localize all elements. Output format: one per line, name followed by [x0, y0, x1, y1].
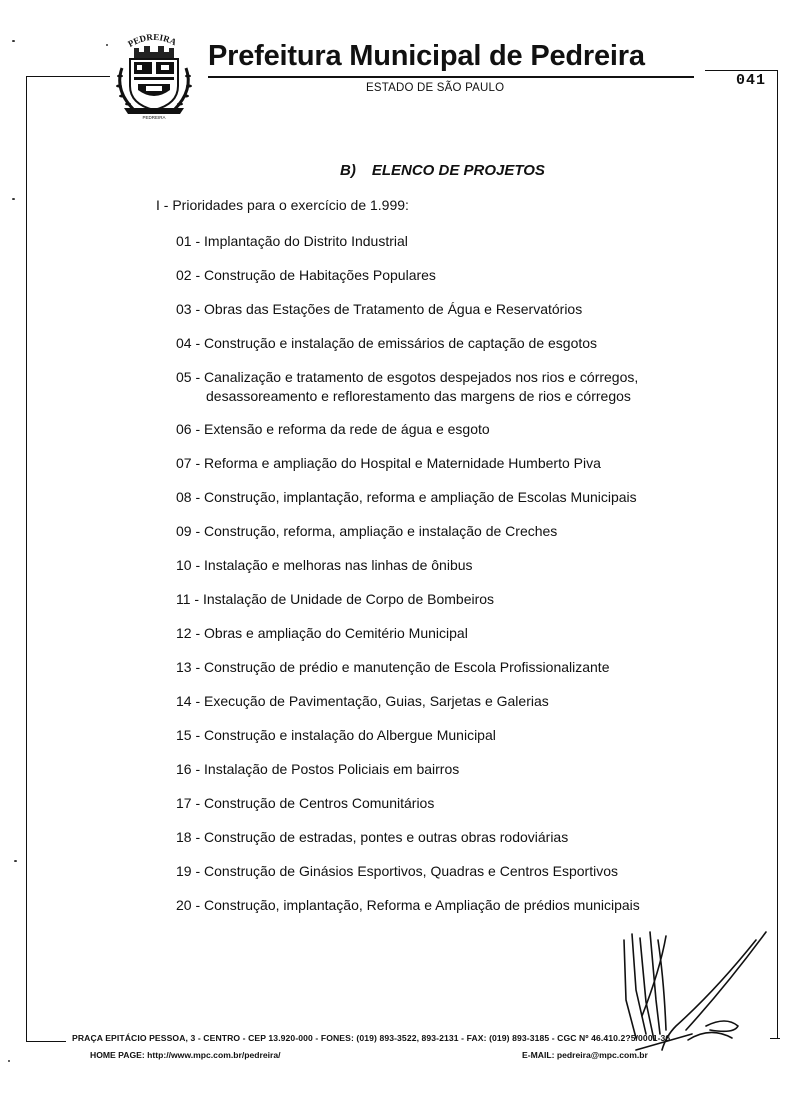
page-title: Prefeitura Municipal de Pedreira [208, 40, 645, 72]
list-item: 06 - Extensão e reforma da rede de água e esgoto [176, 421, 490, 437]
crest-top-text: PEDREIRA [126, 31, 179, 50]
footer-email: E-MAIL: pedreira@mpc.com.br [522, 1050, 648, 1060]
svg-text:PEDREIRA [126, 32, 178, 49]
state-subtitle: ESTADO DE SÃO PAULO [366, 82, 505, 94]
page-number: 041 [736, 72, 767, 89]
scan-speck [12, 198, 15, 200]
list-item: 11 - Instalação de Unidade de Corpo de Bombeiros [176, 591, 495, 607]
list-item: 17 - Construção de Centros Comunitários [176, 795, 435, 811]
section-number: B) [340, 162, 356, 179]
list-item: 03 - Obras das Estações de Tratamento de Água e Reservatórios [176, 301, 583, 317]
frame-line-top-left [26, 76, 110, 77]
list-item: 01 - Implantação do Distrito Industrial [176, 233, 408, 249]
list-item: 07 - Reforma e ampliação do Hospital e Maternidade Humberto Piva [176, 455, 601, 471]
frame-line-left [26, 76, 27, 1041]
list-item: 14 - Execução de Pavimentação, Guias, Sarjetas e Galerias [176, 693, 549, 709]
section-heading [340, 162, 545, 179]
scan-speck [8, 1060, 10, 1062]
section-title: ELENCO DE PROJETOS [371, 162, 545, 179]
footer-homepage: HOME PAGE: http://www.mpc.com.br/pedreira/ [90, 1050, 281, 1060]
frame-line-right [777, 70, 778, 1038]
list-item: 20 - Construção, implantação, Reforma e Ampliação de prédios municipais [176, 897, 640, 913]
list-item [176, 368, 638, 406]
list-item: 09 - Construção, reforma, ampliação e instalação de Creches [176, 523, 558, 539]
scan-speck [106, 44, 108, 46]
crest-bottom-text: PEDREIRA [142, 115, 166, 120]
list-item: 02 - Construção de Habitações Populares [176, 267, 436, 283]
scan-speck [12, 40, 15, 42]
frame-line-bottom-left [26, 1041, 66, 1042]
title-underline [208, 76, 694, 78]
frame-line-top-right [705, 70, 777, 71]
scan-speck [14, 860, 17, 862]
list-item: 18 - Construção de estradas, pontes e outras obras rodoviárias [176, 829, 569, 845]
priorities-intro: I - Prioridades para o exercício de 1.999: [156, 197, 409, 213]
list-item: 10 - Instalação e melhoras nas linhas de ônibus [176, 557, 473, 573]
list-item-continuation: desassoreamento e reflorestamento das margens de rios e córregos [206, 388, 631, 404]
list-item: 15 - Construção e instalação do Albergue Municipal [176, 727, 496, 743]
list-item-line: 05 - Canalização e tratamento de esgotos despejados nos rios e córregos, [176, 369, 639, 385]
footer-address: PRAÇA EPITÁCIO PESSOA, 3 - CENTRO - CEP 13.920-000 - FONES: (019) 893-3522, 893-2131 - FAX: (019) 893-3185 - CGC Nº 46.410.2?5/0001-36 [72, 1033, 671, 1043]
list-item: 19 - Construção de Ginásios Esportivos, Quadras e Centros Esportivos [176, 863, 618, 879]
list-item: 13 - Construção de prédio e manutenção de Escola Profissionalizante [176, 659, 610, 675]
list-item: 16 - Instalação de Postos Policiais em bairros [176, 761, 460, 777]
list-item: 04 - Construção e instalação de emissários de captação de esgotos [176, 335, 598, 351]
municipal-crest-icon [112, 28, 196, 120]
list-item: 08 - Construção, implantação, reforma e ampliação de Escolas Municipais [176, 489, 637, 505]
list-item: 12 - Obras e ampliação do Cemitério Municipal [176, 625, 468, 641]
